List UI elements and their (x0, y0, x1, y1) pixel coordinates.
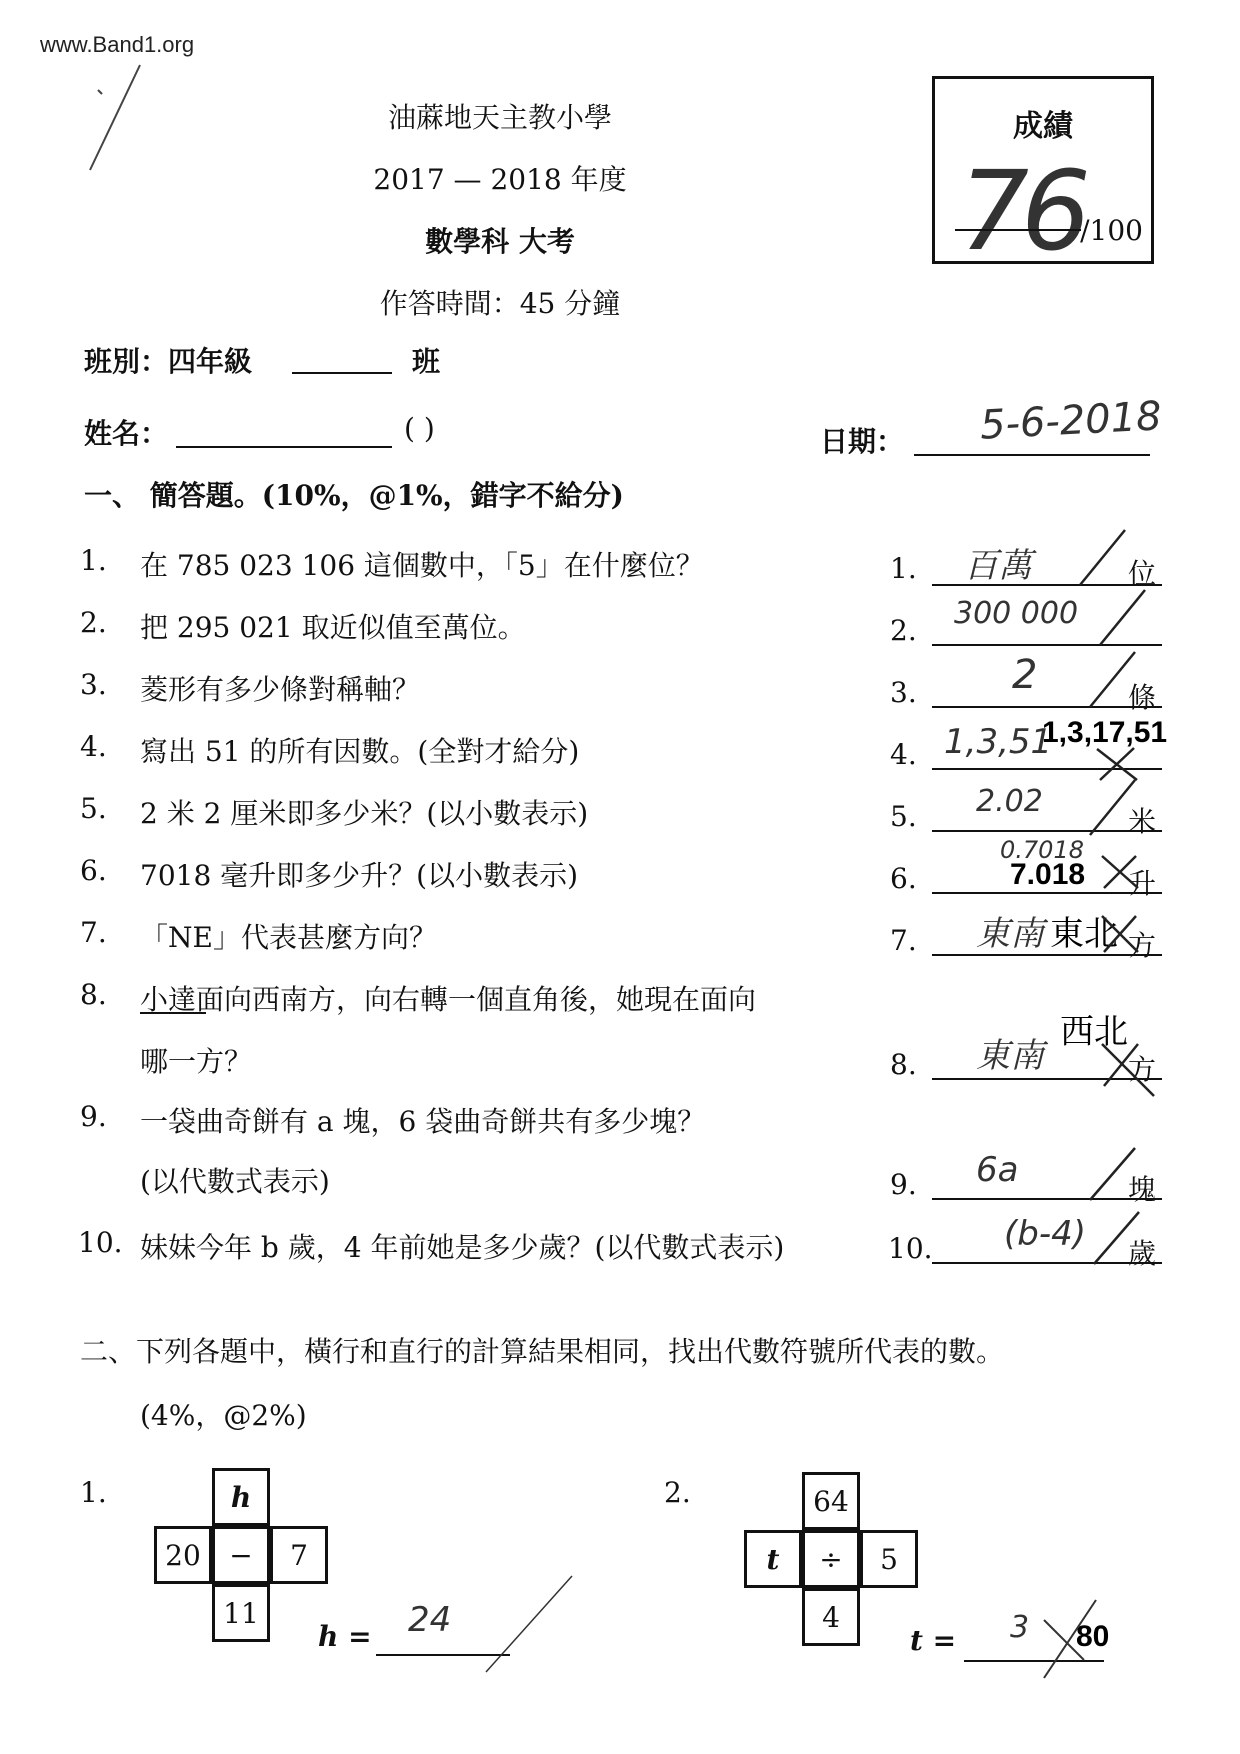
question-number: 2. (80, 606, 107, 639)
score-underline (955, 229, 1081, 231)
exam-time: 作答時間：45 分鐘 (379, 287, 621, 320)
date-label: 日期： (820, 425, 905, 458)
answer-unit: 米 (1128, 805, 1157, 838)
student-answer: 0.7018 (1000, 836, 1084, 864)
question-text: 「NE」代表甚麼方向？ (140, 921, 437, 954)
student-answer: 300 000 (954, 596, 1079, 631)
answer-unit: 方 (1128, 1053, 1157, 1086)
school-name: 油蔴地天主教小學 (387, 101, 612, 134)
question-text: 2 米 2 厘米即多少米？(以小數表示) (140, 797, 589, 830)
student-answer: 2.02 (976, 784, 1043, 819)
check-mark-icon (1090, 652, 1140, 712)
question-number: 5. (80, 792, 107, 825)
answer-unit: 塊 (1128, 1173, 1157, 1206)
puzzle-cell-bottom: 11 (212, 1584, 270, 1642)
exam-subject: 數學科 大考 (425, 225, 575, 258)
answer-number: 9. (890, 1168, 917, 1201)
class-suffix: 班 (412, 345, 441, 378)
answer-number: 10. (888, 1232, 933, 1265)
score-value: 76 (959, 147, 1083, 275)
teacher-correction: 西北 (1060, 1013, 1128, 1051)
question-text: 7018 毫升即多少升？(以小數表示) (140, 859, 579, 892)
question-text: 一袋曲奇餅有 a 塊，6 袋曲奇餅共有多少塊？ (140, 1105, 706, 1138)
section1-title: 一、 簡答題。(10%，@1%，錯字不給分) (84, 479, 624, 512)
teacher-correction: 1,3,17,51 (1042, 716, 1168, 749)
answer-number: 5. (890, 800, 917, 833)
check-mark-icon (1090, 780, 1140, 840)
answer-unit: 位 (1128, 557, 1157, 590)
puzzle-cell-left: 20 (154, 1526, 212, 1584)
puzzle-var-label: t = (910, 1624, 957, 1657)
puzzle-cell-center: ÷ (802, 1530, 860, 1588)
cross-mark-icon (1098, 912, 1142, 956)
question-text-line2: (以代數式表示) (140, 1165, 330, 1198)
answer-unit: 歲 (1128, 1237, 1157, 1270)
name-underline (140, 1012, 206, 1014)
student-answer: 2 (1012, 652, 1038, 698)
score-total: /100 (1080, 214, 1143, 247)
question-number: 10. (78, 1226, 123, 1259)
answer-number: 8. (890, 1048, 917, 1081)
answer-unit: 方 (1128, 929, 1157, 962)
cross-mark-icon (1098, 1040, 1158, 1100)
check-mark-icon (1100, 590, 1150, 650)
puzzle-cell-top: 64 (802, 1472, 860, 1530)
answer-unit: 升 (1128, 867, 1157, 900)
date-blank (914, 454, 1150, 456)
teacher-correction: 東北 (1050, 915, 1118, 953)
answer-number: 3. (890, 676, 917, 709)
cross-mark-icon (1092, 744, 1142, 784)
name-brackets: ( ) (404, 412, 435, 445)
name-blank (176, 446, 392, 448)
puzzle-student-answer: 3 (1010, 1610, 1030, 1645)
student-answer: 1,3,51 (944, 722, 1053, 762)
puzzle-cell-bottom: 4 (802, 1588, 860, 1646)
cross-mark-icon (1098, 852, 1142, 892)
answer-number: 1. (890, 552, 917, 585)
watermark: www.Band1.org (40, 32, 195, 57)
check-mark-icon (486, 1576, 576, 1676)
question-text: 妹妹今年 b 歲，4 年前她是多少歲？(以代數式表示) (140, 1231, 785, 1264)
answer-number: 2. (890, 614, 917, 647)
student-answer: 東南 (976, 914, 1044, 954)
question-number: 6. (80, 854, 107, 887)
check-mark-icon (1090, 1148, 1140, 1204)
question-number: 3. (80, 668, 107, 701)
student-answer: 6a (976, 1150, 1019, 1190)
question-number: 8. (80, 978, 107, 1011)
puzzle-cell-right: 5 (860, 1530, 918, 1588)
answer-unit: 條 (1128, 681, 1157, 714)
check-mark-icon (1080, 530, 1130, 590)
puzzle-number: 2. (664, 1476, 691, 1509)
score-label: 成績 (1013, 109, 1073, 144)
puzzle-number: 1. (80, 1476, 107, 1509)
date-value: 5-6-2018 (978, 393, 1163, 449)
puzzle-cell-left: t (744, 1530, 802, 1588)
puzzle-teacher-correction: 80 (1076, 1620, 1110, 1653)
student-answer: (b-4) (1004, 1214, 1087, 1254)
puzzle-var-label: h = (318, 1620, 372, 1653)
question-text: 在 785 023 106 這個數中，「5」在什麼位？ (140, 549, 704, 582)
student-answer: 百萬 (964, 546, 1032, 586)
question-text: 寫出 51 的所有因數。(全對才給分) (140, 735, 580, 768)
class-label: 班別：四年級 (84, 345, 253, 378)
question-text-line2: 哪一方？ (140, 1045, 253, 1078)
name-label: 姓名： (84, 417, 169, 450)
question-number: 7. (80, 916, 107, 949)
class-blank (292, 372, 392, 374)
puzzle-student-answer: 24 (408, 1600, 452, 1640)
question-number: 1. (80, 544, 107, 577)
cross-mark-icon (1040, 1600, 1100, 1680)
teacher-correction: 7.018 (1010, 858, 1086, 891)
question-text: 菱形有多少條對稱軸？ (140, 673, 421, 706)
score-box (932, 76, 1154, 275)
answer-number: 7. (890, 924, 917, 957)
puzzle-cell-right: 7 (270, 1526, 328, 1584)
answer-number: 4. (890, 738, 917, 771)
question-number: 4. (80, 730, 107, 763)
question-text: 小達面向西南方，向右轉一個直角後，她現在面向 (140, 983, 757, 1016)
section2-marks: (4%，@2%) (140, 1399, 307, 1432)
school-year: 2017 — 2018 年度 (373, 163, 627, 196)
answer-number: 6. (890, 862, 917, 895)
puzzle-cell-top: h (212, 1468, 270, 1526)
question-number: 9. (80, 1100, 107, 1133)
student-answer: 東南 (976, 1036, 1044, 1076)
puzzle-cell-center: − (212, 1526, 270, 1584)
section2-title: 二、下列各題中，橫行和直行的計算結果相同，找出代數符號所代表的數。 (80, 1335, 1005, 1368)
question-text: 把 295 021 取近似值至萬位。 (140, 611, 526, 644)
check-mark-icon (1094, 1212, 1144, 1268)
